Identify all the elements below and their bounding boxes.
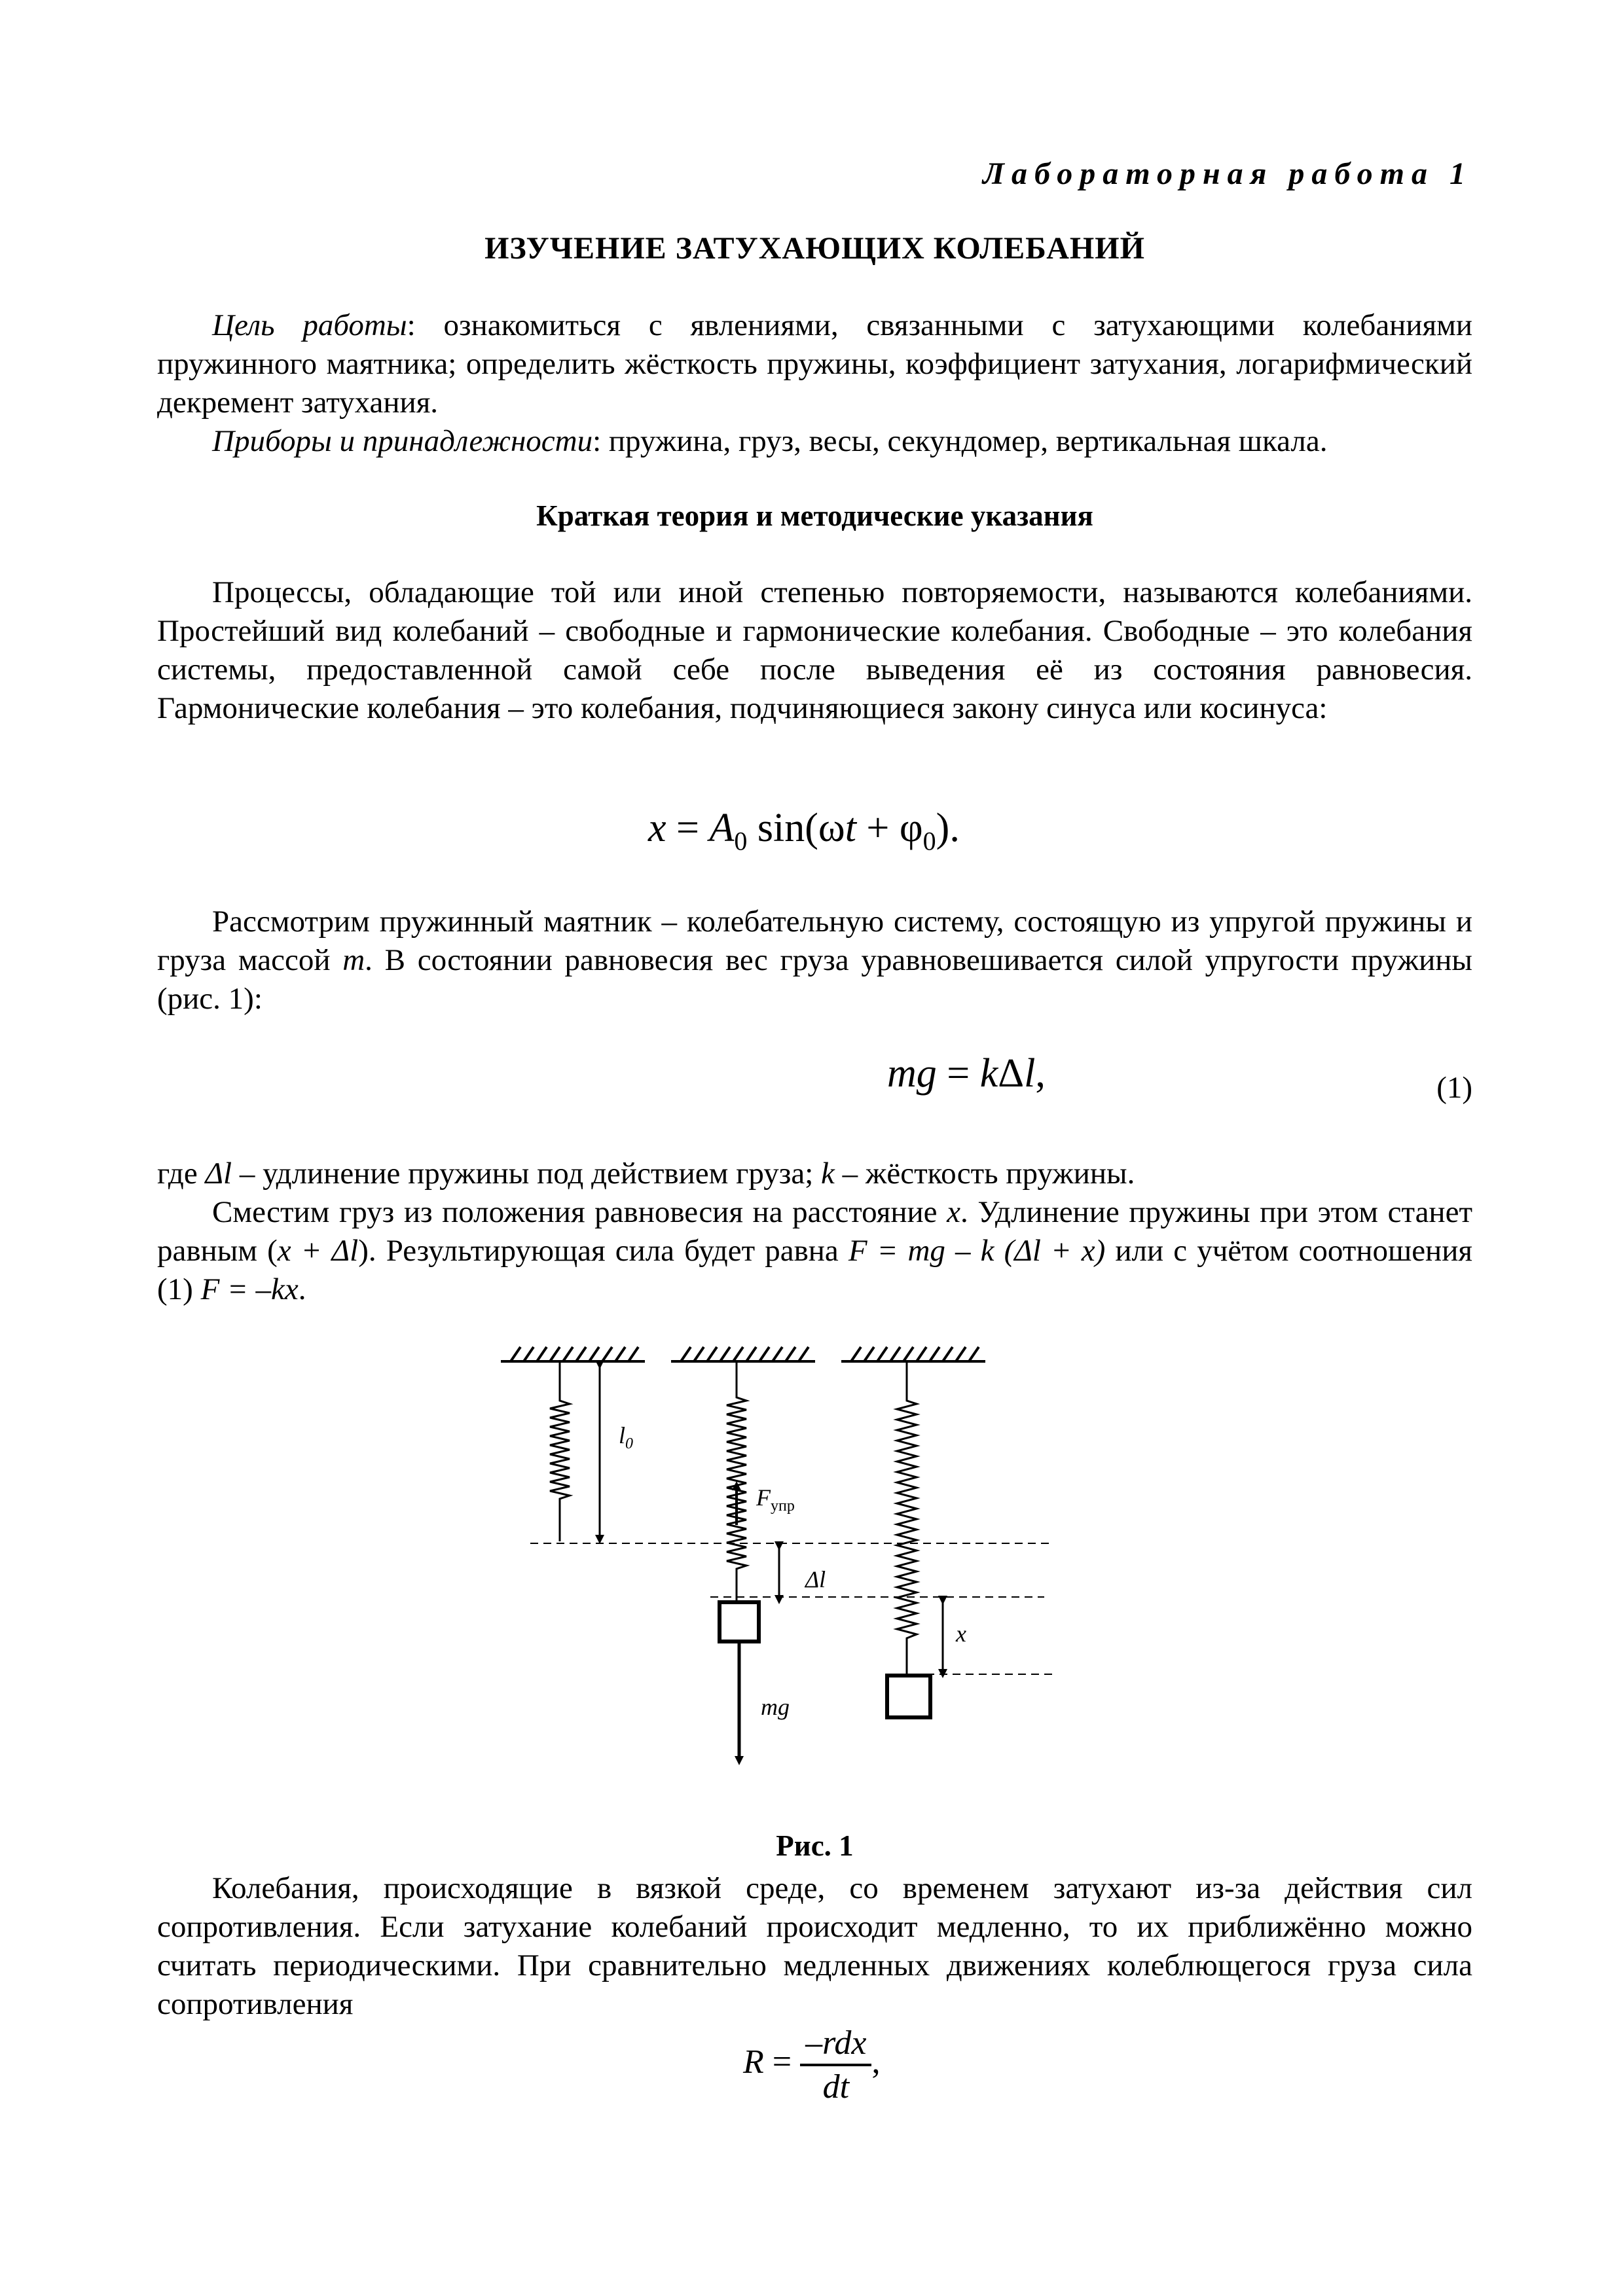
theory-paragraph-4: Сместим груз из положения равновесия на расстояние x. Удлинение пружины при этом станет равным (x + Δl). Результирующая сила будет равна F = mg – k (Δl + x) или с учётом соотношения (1) F = –kx. [157, 1195, 1472, 1306]
page-title: ИЗУЧЕНИЕ ЗАТУХАЮЩИХ КОЛЕБАНИЙ [484, 231, 1145, 266]
label-l0: $l_0$ [619, 1422, 634, 1452]
equation-number-1: (1) [1436, 1071, 1472, 1105]
ceiling-2 [671, 1347, 815, 1361]
formula-1: mg = kΔl, [887, 1051, 1046, 1096]
label-x: x [956, 1621, 966, 1647]
figure-caption: Рис. 1 [776, 1829, 854, 1862]
theory-paragraph-1: Процессы, обладающие той или иной степенью повторяемости, называются колебаниями. Простейший вид колебаний – свободные и гармонические колебания. Свободные – это колебания системы, предоставленной самой себе после выведения её из состояния равновесия. Гармонические колебания – это колебания, подчиняющиеся закону синуса или косинуса: [157, 575, 1472, 725]
formula-resistance: R = $\frac{\text{–rdx}}{dt}$ , [743, 2024, 881, 2106]
equipment-paragraph [157, 422, 1472, 461]
goal-label: Цель работы [212, 308, 407, 342]
mass-block-3 [887, 1676, 930, 1717]
label-f-upr: $F_{упр}$ [756, 1484, 795, 1515]
figure-spring-pendulum [458, 1329, 1113, 1787]
theory-paragraph-3: где Δl – удлинение пружины под действием груза; k – жёсткость пружины. [157, 1157, 1135, 1191]
equipment-text: : пружина, груз, весы, секундомер, вертикальная шкала. [593, 424, 1328, 458]
section-heading: Краткая теория и методические указания [536, 499, 1093, 532]
lab-header: Лабораторная работа 1 [983, 156, 1472, 191]
ceiling-3 [841, 1347, 985, 1361]
spring-2 [727, 1361, 746, 1602]
theory-paragraph-5: Колебания, происходящие в вязкой среде, со временем затухают из-за действия сил сопротивления. Если затухание колебаний происходит медленно, то их приближённо можно считать периодическими. При сравнительно медленных движениях колеблющегося груза сила сопротивления [157, 1871, 1472, 2021]
ceiling-1 [501, 1347, 645, 1361]
goal-paragraph [157, 306, 1472, 422]
label-delta-l: Δl [805, 1566, 826, 1592]
equipment-label: Приборы и принадлежности [212, 424, 593, 458]
formula-harmonic: $x = A_0$ $\sin(\omega t + \varphi_0)$. [648, 806, 960, 856]
mass-block-2 [720, 1602, 759, 1641]
label-mg: mg [761, 1694, 790, 1720]
theory-paragraph-2: Рассмотрим пружинный маятник – колебательную систему, состоящую из упругой пружины и груза массой m. В состоянии равновесия вес груза уравновешивается силой упругости пружины (рис. 1): [157, 905, 1472, 1016]
spring-3 [897, 1361, 917, 1676]
goal-text: : ознакомиться с явлениями, связанными с затухающими колебаниями пружинного маятника; определить жёсткость пружины, коэффициент затухания, логарифмический декремент затухания. [157, 308, 1472, 420]
spring-1 [550, 1361, 570, 1541]
